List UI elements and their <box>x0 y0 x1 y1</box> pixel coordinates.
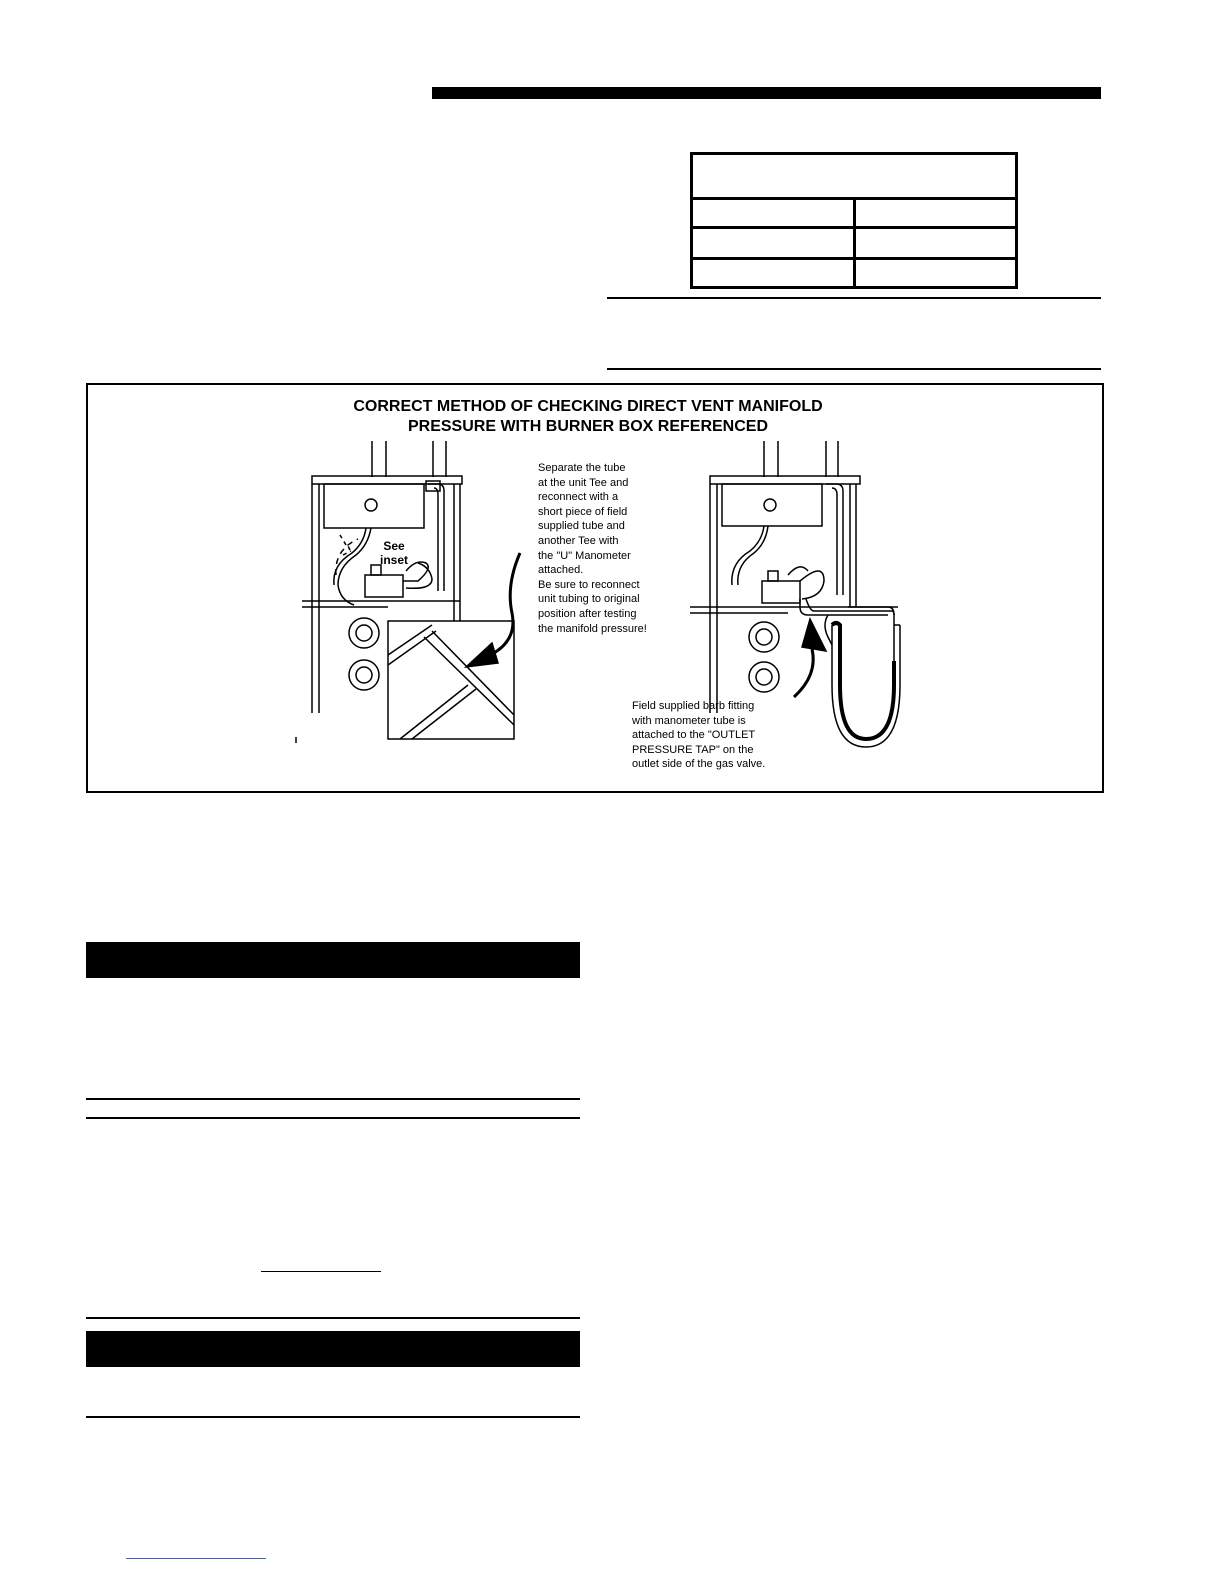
table-row <box>692 228 1017 259</box>
figure-title-line2: PRESSURE WITH BURNER BOX REFERENCED <box>407 418 769 435</box>
figure-box <box>86 383 1104 793</box>
divider <box>607 368 1101 370</box>
pressure-table <box>690 152 1018 289</box>
section-header-bar <box>86 1331 580 1367</box>
divider <box>86 1317 580 1319</box>
link-underline[interactable] <box>126 1558 266 1559</box>
table-row <box>692 199 1017 228</box>
divider <box>86 1117 580 1119</box>
divider <box>86 1098 580 1100</box>
table-header-cell <box>692 154 1017 199</box>
barb-fitting-note: Field supplied barb fitting with manometer tube is attached to the "OUTLET PRESSURE TAP" on the outlet side of the gas valve. <box>632 700 766 771</box>
underline-mark <box>261 1271 381 1272</box>
header-bar <box>432 87 1101 99</box>
table-row <box>692 259 1017 288</box>
instruction-note: Separate the tube at the unit Tee and reconnect with a short piece of field supplied tube and another Tee with the "U" Manometer attached. Be sure to reconnect unit tubing to original position after testing the manifold pressure! <box>538 462 647 635</box>
divider <box>86 1416 580 1418</box>
section-header-bar <box>86 942 580 978</box>
table-header-row <box>692 154 1017 199</box>
figure-title-line1: CORRECT METHOD OF CHECKING DIRECT VENT MANIFOLD <box>353 398 823 415</box>
see-inset-label: See inset <box>379 539 408 567</box>
divider <box>607 297 1101 299</box>
